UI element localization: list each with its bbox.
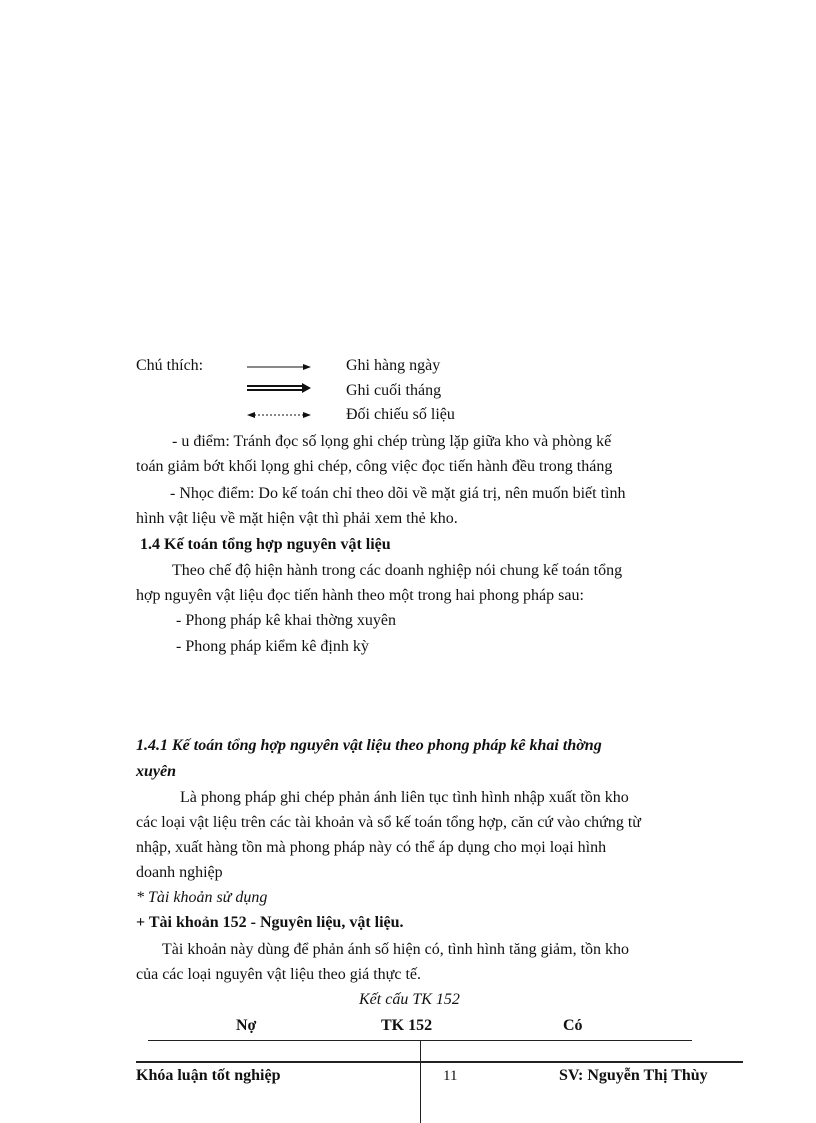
disadvantages-line-2: hình vật liệu về mặt hiện vật thì phải xem thẻ kho. bbox=[136, 510, 458, 527]
section-1-4-1-heading-line-2: xuyên bbox=[136, 763, 176, 780]
section-1-4-1-heading-line-1: 1.4.1 Kế toán tổng hợp nguyên vật liệu theo phong pháp kê khai thờng bbox=[136, 737, 602, 754]
accounts-used-label: * Tài khoản sử dụng bbox=[136, 889, 268, 906]
account-152-heading: + Tài khoản 152 - Nguyên liệu, vật liệu. bbox=[136, 914, 404, 931]
legend-title: Chú thích: bbox=[136, 357, 204, 374]
t-account-name-label: TK 152 bbox=[381, 1017, 433, 1034]
page-number: 11 bbox=[443, 1068, 458, 1084]
dotted-double-arrow-icon bbox=[247, 409, 311, 421]
account-152-para-line-1: Tài khoản này dùng để phản ánh số hiện có, tình hình tăng giảm, tồn kho bbox=[162, 941, 630, 958]
section-1-4-1-para-line-4: doanh nghiệp bbox=[136, 864, 223, 881]
legend-monthly-label: Ghi cuối tháng bbox=[346, 382, 442, 399]
footer-rule bbox=[136, 1061, 743, 1063]
section-1-4-para-line-1: Theo chế độ hiện hành trong các doanh nghiệp nói chung kế toán tổng bbox=[172, 562, 623, 579]
disadvantages-line-1: - Nhọc điểm: Do kế toán chỉ theo dõi về mặt giá trị, nên muốn biết tình bbox=[170, 485, 626, 502]
legend-daily-label: Ghi hàng ngày bbox=[346, 357, 441, 374]
section-1-4-heading: 1.4 Kế toán tổng hợp nguyên vật liệu bbox=[140, 536, 391, 553]
account-152-para-line-2: của các loại nguyên vật liệu theo giá thực tế. bbox=[136, 966, 421, 983]
advantages-line-1: - u điểm: Tránh đọc số lọng ghi chép trùng lặp giữa kho và phòng kế bbox=[172, 433, 612, 450]
legend-reconcile-label: Đối chiếu số liệu bbox=[346, 406, 455, 423]
method-periodic: - Phong pháp kiểm kê định kỳ bbox=[176, 638, 369, 655]
footer-thesis-title: Khóa luận tốt nghiệp bbox=[136, 1067, 281, 1084]
t-account-credit-label: Có bbox=[563, 1017, 583, 1034]
section-1-4-para-line-2: hợp nguyên vật liệu đọc tiến hành theo một trong hai phong pháp sau: bbox=[136, 587, 584, 604]
section-1-4-1-para-line-1: Là phong pháp ghi chép phản ánh liên tục tình hình nhập xuất tồn kho bbox=[180, 789, 629, 806]
t-account-debit-label: Nợ bbox=[236, 1017, 257, 1034]
account-152-structure-title: Kết cấu TK 152 bbox=[359, 991, 460, 1008]
double-arrow-icon bbox=[247, 382, 311, 394]
t-account-vertical-line bbox=[420, 1041, 421, 1123]
advantages-line-2: toán giảm bớt khối lọng ghi chép, công việc đọc tiến hành đều trong tháng bbox=[136, 458, 613, 475]
method-perpetual: - Phong pháp kê khai thờng xuyên bbox=[176, 612, 396, 629]
section-1-4-1-para-line-3: nhập, xuất hàng tồn mà phong pháp này có thể áp dụng cho mọi loại hình bbox=[136, 839, 607, 856]
thin-arrow-icon bbox=[247, 361, 311, 373]
footer-student-name: SV: Nguyễn Thị Thùy bbox=[559, 1067, 708, 1084]
section-1-4-1-para-line-2: các loại vật liệu trên các tài khoản và sổ kế toán tổng hợp, căn cứ vào chứng từ bbox=[136, 814, 641, 831]
